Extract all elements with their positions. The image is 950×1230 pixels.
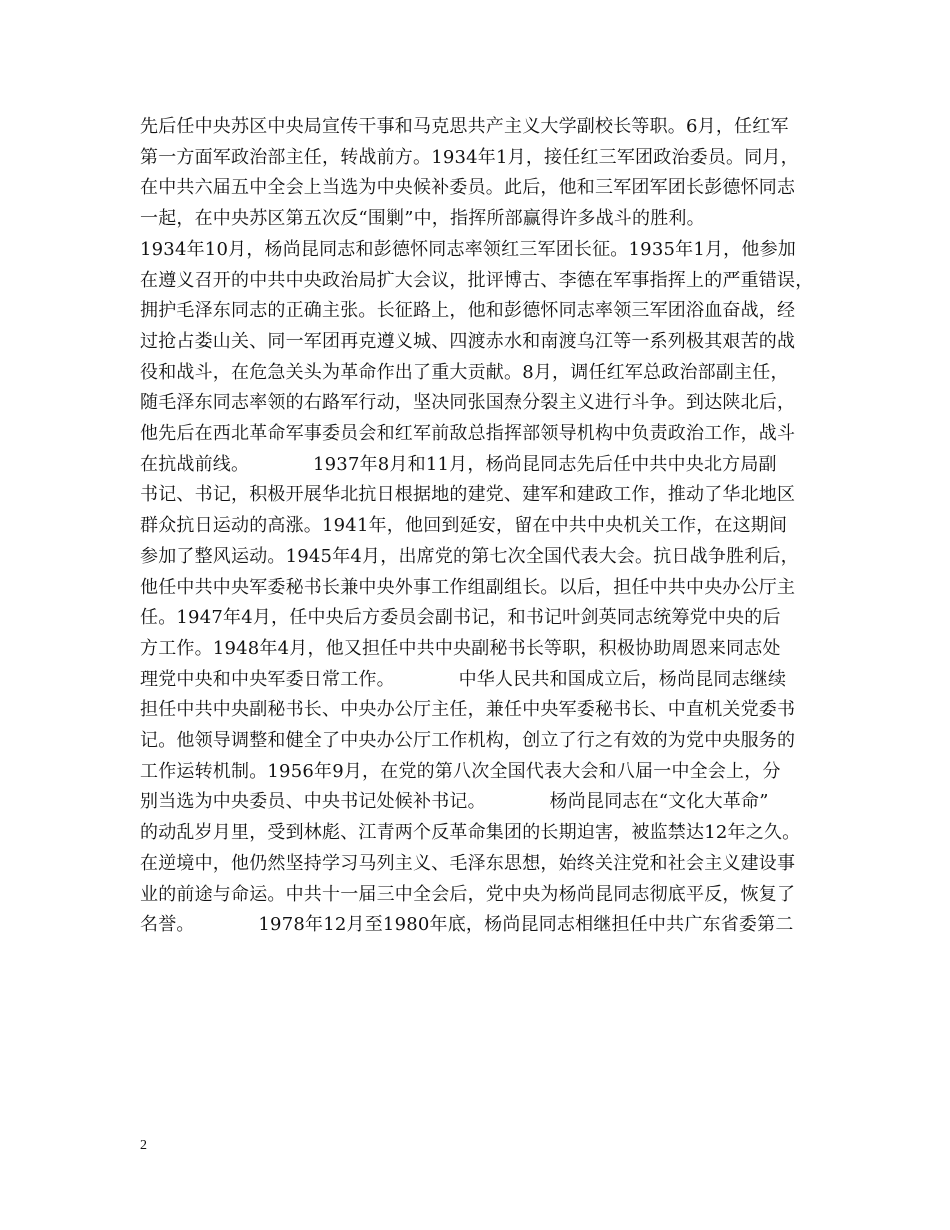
text-line: 先后任中央苏区中央局宣传干事和马克思共产主义大学副校长等职。6月，任红军	[140, 116, 789, 137]
text-line: 他先后在西北革命军事委员会和红军前敌总指挥部领导机构中负责政治工作，战斗	[140, 423, 796, 445]
text-line: 役和战斗，在危急关头为革命作出了重大贡献。8月，调任红军总政治部副主任，	[140, 361, 789, 383]
text-line: 业的前途与命运。中共十一届三中全会后，党中央为杨尚昆同志彻底平反，恢复了	[140, 883, 796, 905]
text-line: 1934年10月，杨尚昆同志和彭德怀同志率领红三军团长征。1935年1月，他参加	[140, 238, 796, 260]
text-line: 一起，在中央苏区第五次反“围剿”中，指挥所部赢得许多战斗的胜利。	[140, 208, 705, 230]
text-line: 第一方面军政治部主任，转战前方。1934年1月，接任红三军团政治委员。同月，	[140, 146, 799, 168]
text-line: 别当选为中央委员、中央书记处候补书记。 杨尚昆同志在“文化大革命”	[140, 791, 769, 813]
text-line: 名誉。 1978年12月至1980年底，杨尚昆同志相继担任中共广东省委第二	[140, 914, 794, 936]
text-line: 记。他领导调整和健全了中央办公厅工作机构，创立了行之有效的为党中央服务的	[140, 730, 796, 752]
text-line: 担任中共中央副秘书长、中央办公厅主任，兼任中央军委秘书长、中直机关党委书	[140, 699, 796, 721]
text-line: 在抗战前线。 1937年8月和11月，杨尚昆同志先后任中共中央北方局副	[140, 453, 777, 475]
text-line: 在逆境中，他仍然坚持学习马列主义、毛泽东思想，始终关注党和社会主义建设事	[140, 852, 796, 874]
text-line: 参加了整风运动。1945年4月，出席党的第七次全国代表大会。抗日战争胜利后，	[140, 545, 799, 567]
text-line: 拥护毛泽东同志的正确主张。长征路上，他和彭德怀同志率领三军团浴血奋战，经	[140, 300, 796, 322]
text-line: 理党中央和中央军委日常工作。 中华人民共和国成立后，杨尚昆同志继续	[140, 668, 787, 690]
text-line: 工作运转机制。1956年9月，在党的第八次全国代表大会和八届一中全会上，分	[140, 760, 781, 782]
text-line: 任。1947年4月，任中央后方委员会副书记，和书记叶剑英同志统筹党中央的后	[140, 607, 781, 629]
page-number: 2	[140, 1138, 147, 1153]
text-line: 在遵义召开的中共中央政治局扩大会议，批评博古、李德在军事指挥上的严重错误，	[140, 269, 814, 291]
text-line: 过抢占娄山关、同一军团再克遵义城、四渡赤水和南渡乌江等一系列极其艰苦的战	[140, 330, 796, 352]
text-line: 在中共六届五中全会上当选为中央候补委员。此后，他和三军团军团长彭德怀同志	[140, 177, 796, 199]
body-text	[140, 112, 830, 941]
text-line: 群众抗日运动的高涨。1941年，他回到延安，留在中共中央机关工作，在这期间	[140, 515, 788, 537]
text-line: 书记、书记，积极开展华北抗日根据地的建党、建军和建政工作，推动了华北地区	[140, 484, 796, 506]
text-line: 的动乱岁月里，受到林彪、江青两个反革命集团的长期迫害，被监禁达12年之久。	[140, 822, 801, 844]
text-line: 方工作。1948年4月，他又担任中共中央副秘书长等职，积极协助周恩来同志处	[140, 637, 781, 659]
text-line: 他任中共中央军委秘书长兼中央外事工作组副组长。以后，担任中共中央办公厅主	[140, 576, 796, 598]
text-line: 随毛泽东同志率领的右路军行动，坚决同张国焘分裂主义进行斗争。到达陕北后，	[140, 392, 796, 414]
